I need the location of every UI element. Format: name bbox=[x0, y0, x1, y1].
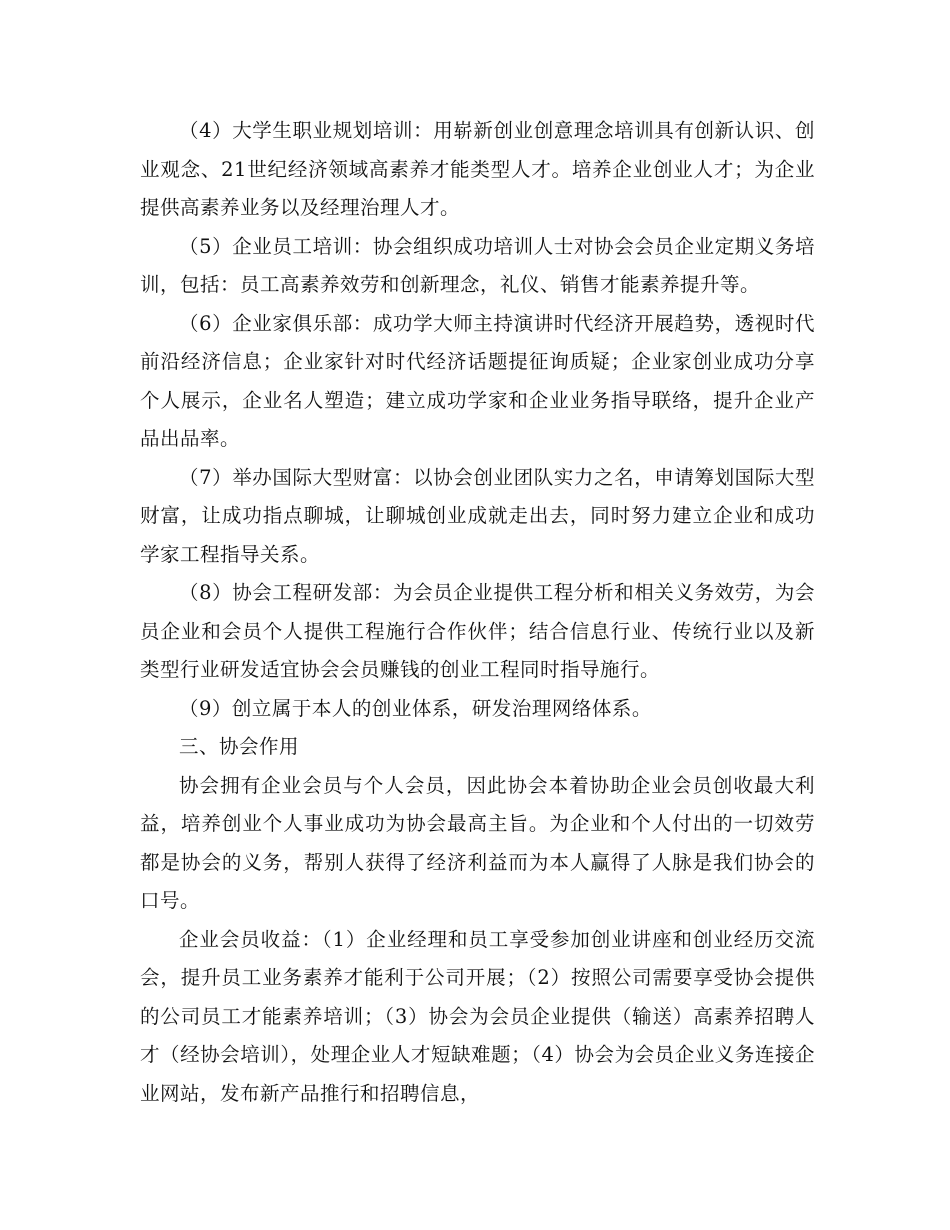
paragraph-association-purpose: 协会拥有企业会员与个人会员，因此协会本着协助企业会员创收最大利益，培养创业个人事业成功为协会最高主旨。为企业和个人付出的一切效劳都是协会的义务，帮别人获得了经济利益而为本人赢得了人脉是我们协会的口号。 bbox=[140, 773, 815, 912]
paragraph-item-4-career-training: （4）大学生职业规划培训：用崭新创业创意理念培训具有创新认识、创业观念、21世纪经济领域高素养才能类型人才。培养企业创业人才；为企业提供高素养业务以及经理治理人才。 bbox=[140, 119, 815, 219]
document-body bbox=[140, 112, 815, 1113]
paragraph-item-9-business-system: （9）创立属于本人的创业体系，研发治理网络体系。 bbox=[179, 696, 652, 720]
paragraph-item-6-entrepreneur-club: （6）企业家俱乐部：成功学大师主持演讲时代经济开展趋势，透视时代前沿经济信息；企业家针对时代经济话题提征询质疑；企业家创业成功分享个人展示，企业名人塑造；建立成功学家和企业业务指导联络，提升企业产品出品率。 bbox=[140, 311, 815, 450]
paragraph-member-benefits: 企业会员收益：（1）企业经理和员工享受参加创业讲座和创业经历交流会，提升员工业务素养才能利于公司开展；（2）按照公司需要享受协会提供的公司员工才能素养培训；（3）协会为会员企业提供（输送）高素养招聘人才（经协会培训），处理企业人才短缺难题；（4）协会为会员企业义务连接企业网站，发布新产品推行和招聘信息， bbox=[140, 927, 815, 1105]
paragraph-item-8-project-rd: （8）协会工程研发部：为会员企业提供工程分析和相关义务效劳，为会员企业和会员个人提供工程施行合作伙伴；结合信息行业、传统行业以及新类型行业研发适宜协会会员赚钱的创业工程同时指导施行。 bbox=[140, 581, 815, 681]
section-heading-association-role: 三、协会作用 bbox=[179, 735, 300, 758]
paragraph-item-5-staff-training: （5）企业员工培训：协会组织成功培训人士对协会会员企业定期义务培训，包括：员工高素养效劳和创新理念，礼仪、销售才能素养提升等。 bbox=[140, 234, 815, 296]
paragraph-item-7-international-event: （7）举办国际大型财富：以协会创业团队实力之名，申请筹划国际大型财富，让成功指点聊城，让聊城创业成就走出去，同时努力建立企业和成功学家工程指导关系。 bbox=[140, 465, 815, 566]
